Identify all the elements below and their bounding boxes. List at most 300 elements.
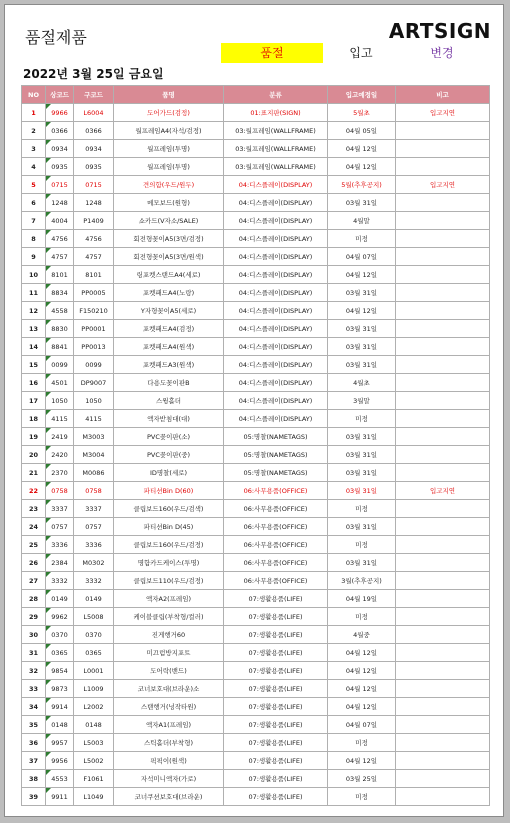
product-code-cell: 8834 (46, 284, 74, 302)
col-header-old-code: 구코드 (74, 86, 114, 104)
product-code-cell: 0370 (46, 626, 74, 644)
old-code-cell: PP0001 (74, 320, 114, 338)
table-row (22, 338, 490, 356)
product-code-cell: 4757 (46, 248, 74, 266)
old-code-cell: M3003 (74, 428, 114, 446)
product-name-cell: 액자A1(프레임) (114, 716, 224, 734)
category-cell: 03:월프레임(WALLFRAME) (224, 140, 328, 158)
product-code-cell: 3336 (46, 536, 74, 554)
table-row (22, 320, 490, 338)
category-cell: 04:디스플레이(DISPLAY) (224, 248, 328, 266)
product-code-cell: 9911 (46, 788, 74, 806)
product-code-cell: 4553 (46, 770, 74, 788)
category-cell: 01:표지판(SIGN) (224, 104, 328, 122)
product-code-cell: 0757 (46, 518, 74, 536)
eta-date-cell: 04월 12일 (328, 266, 396, 284)
product-name-cell: 파티션Bin D(45) (114, 518, 224, 536)
old-code-cell: 0365 (74, 644, 114, 662)
category-cell: 04:디스플레이(DISPLAY) (224, 320, 328, 338)
note-cell (396, 302, 490, 320)
row-number-cell: 16 (22, 374, 46, 392)
category-cell: 04:디스플레이(DISPLAY) (224, 302, 328, 320)
note-cell (396, 572, 490, 590)
product-code-cell: 9966 (46, 104, 74, 122)
old-code-cell: 0370 (74, 626, 114, 644)
category-cell: 07:생활용품(LIFE) (224, 716, 328, 734)
row-number-cell: 3 (22, 140, 46, 158)
product-code-cell: 1050 (46, 392, 74, 410)
row-number-cell: 13 (22, 320, 46, 338)
product-name-cell: 쇼카드(V자소/SALE) (114, 212, 224, 230)
row-number-cell: 21 (22, 464, 46, 482)
category-cell: 04:디스플레이(DISPLAY) (224, 410, 328, 428)
product-name-cell: 파티션Bin D(60) (114, 482, 224, 500)
table-row (22, 662, 490, 680)
product-code-cell: 0366 (46, 122, 74, 140)
old-code-cell: PP0005 (74, 284, 114, 302)
old-code-cell: 0934 (74, 140, 114, 158)
table-row (22, 518, 490, 536)
product-code-cell: 3332 (46, 572, 74, 590)
category-cell: 04:디스플레이(DISPLAY) (224, 374, 328, 392)
note-cell (396, 428, 490, 446)
row-number-cell: 7 (22, 212, 46, 230)
eta-date-cell: 04월 05일 (328, 122, 396, 140)
eta-date-cell: 4월중 (328, 626, 396, 644)
product-name-cell: 견의함(우드/원두) (114, 176, 224, 194)
table-row (22, 230, 490, 248)
product-code-cell: 4115 (46, 410, 74, 428)
product-code-cell: 4756 (46, 230, 74, 248)
note-cell (396, 770, 490, 788)
row-number-cell: 18 (22, 410, 46, 428)
table-row (22, 626, 490, 644)
old-code-cell: L5008 (74, 608, 114, 626)
row-number-cell: 8 (22, 230, 46, 248)
product-name-cell: 미끄럼방지포트 (114, 644, 224, 662)
table-row (22, 770, 490, 788)
product-code-cell: 8101 (46, 266, 74, 284)
note-cell (396, 356, 490, 374)
row-number-cell: 22 (22, 482, 46, 500)
note-cell (396, 392, 490, 410)
note-cell (396, 410, 490, 428)
note-cell (396, 788, 490, 806)
old-code-cell: L2002 (74, 698, 114, 716)
eta-date-cell: 미정 (328, 788, 396, 806)
note-cell (396, 698, 490, 716)
old-code-cell: L1009 (74, 680, 114, 698)
old-code-cell: L0001 (74, 662, 114, 680)
product-code-cell: 2420 (46, 446, 74, 464)
product-name-cell: 진게행거60 (114, 626, 224, 644)
table-row (22, 680, 490, 698)
old-code-cell: L5003 (74, 734, 114, 752)
product-code-cell: 2370 (46, 464, 74, 482)
category-cell: 04:디스플레이(DISPLAY) (224, 266, 328, 284)
product-name-cell: 코너쿠션보호대(브라운) (114, 788, 224, 806)
table-header-row (22, 86, 490, 104)
row-number-cell: 32 (22, 662, 46, 680)
category-cell: 06:사무용품(OFFICE) (224, 518, 328, 536)
category-cell: 07:생활용품(LIFE) (224, 590, 328, 608)
col-header-no: NO (22, 86, 46, 104)
product-name-cell: 도어락(밴드) (114, 662, 224, 680)
product-code-cell: 0935 (46, 158, 74, 176)
tab-changes[interactable]: 변경 (430, 46, 454, 60)
old-code-cell: 0757 (74, 518, 114, 536)
note-cell (396, 248, 490, 266)
table-row (22, 266, 490, 284)
table-row (22, 104, 490, 122)
note-cell (396, 140, 490, 158)
category-cell: 04:디스플레이(DISPLAY) (224, 176, 328, 194)
category-cell: 06:사무용품(OFFICE) (224, 572, 328, 590)
row-number-cell: 14 (22, 338, 46, 356)
product-code-cell: 0149 (46, 590, 74, 608)
category-cell: 07:생활용품(LIFE) (224, 788, 328, 806)
table-row (22, 554, 490, 572)
category-cell: 06:사무용품(OFFICE) (224, 536, 328, 554)
eta-date-cell: 03월 31일 (328, 554, 396, 572)
table-row (22, 284, 490, 302)
table-row (22, 194, 490, 212)
table-row (22, 536, 490, 554)
eta-date-cell: 03월 31일 (328, 338, 396, 356)
table-row (22, 140, 490, 158)
eta-date-cell: 5월(추후공지) (328, 176, 396, 194)
product-code-cell: 0934 (46, 140, 74, 158)
old-code-cell: DP9007 (74, 374, 114, 392)
row-number-cell: 26 (22, 554, 46, 572)
row-number-cell: 4 (22, 158, 46, 176)
soldout-table (21, 85, 490, 806)
table-row (22, 446, 490, 464)
eta-date-cell: 4월초 (328, 374, 396, 392)
eta-date-cell: 미정 (328, 536, 396, 554)
category-cell: 04:디스플레이(DISPLAY) (224, 338, 328, 356)
note-cell (396, 662, 490, 680)
eta-date-cell: 3월(추후공지) (328, 572, 396, 590)
eta-date-cell: 04월 12일 (328, 680, 396, 698)
table-row (22, 590, 490, 608)
row-number-cell: 6 (22, 194, 46, 212)
row-number-cell: 1 (22, 104, 46, 122)
old-code-cell: M0086 (74, 464, 114, 482)
category-cell: 04:디스플레이(DISPLAY) (224, 392, 328, 410)
note-cell (396, 266, 490, 284)
table-row (22, 392, 490, 410)
old-code-cell: 4757 (74, 248, 114, 266)
old-code-cell: M0302 (74, 554, 114, 572)
product-code-cell: 0715 (46, 176, 74, 194)
old-code-cell: F150210 (74, 302, 114, 320)
old-code-cell: 1050 (74, 392, 114, 410)
product-name-cell: Y자형꽂이A5(세로) (114, 302, 224, 320)
product-name-cell: 케이블클립(부착형/컬러) (114, 608, 224, 626)
category-cell: 05:명찰(NAMETAGS) (224, 428, 328, 446)
row-number-cell: 31 (22, 644, 46, 662)
eta-date-cell: 04월 12일 (328, 140, 396, 158)
note-cell (396, 446, 490, 464)
note-cell (396, 374, 490, 392)
old-code-cell: 8101 (74, 266, 114, 284)
product-code-cell: 0758 (46, 482, 74, 500)
table-row (22, 464, 490, 482)
product-name-cell: 포켓패드A4(원색) (114, 338, 224, 356)
note-cell (396, 500, 490, 518)
table-row (22, 374, 490, 392)
old-code-cell: 0148 (74, 716, 114, 734)
category-cell: 07:생활용품(LIFE) (224, 608, 328, 626)
eta-date-cell: 04월 12일 (328, 698, 396, 716)
product-name-cell: 메모보드(원형) (114, 194, 224, 212)
note-cell (396, 338, 490, 356)
table-row (22, 176, 490, 194)
note-cell: 입고지연 (396, 176, 490, 194)
eta-date-cell: 04월 12일 (328, 158, 396, 176)
eta-date-cell: 03월 25일 (328, 770, 396, 788)
eta-date-cell: 03월 31일 (328, 518, 396, 536)
product-name-cell: ID명찰(세로) (114, 464, 224, 482)
product-name-cell: 픽픽이(원색) (114, 752, 224, 770)
note-cell (396, 590, 490, 608)
product-code-cell: 0099 (46, 356, 74, 374)
tab-restock[interactable]: 입고 (349, 46, 373, 60)
note-cell (396, 212, 490, 230)
note-cell (396, 680, 490, 698)
col-header-eta: 입고예정일 (328, 86, 396, 104)
row-number-cell: 27 (22, 572, 46, 590)
product-name-cell: PVC꽂이판(중) (114, 446, 224, 464)
row-number-cell: 15 (22, 356, 46, 374)
row-number-cell: 19 (22, 428, 46, 446)
category-cell: 04:디스플레이(DISPLAY) (224, 194, 328, 212)
row-number-cell: 23 (22, 500, 46, 518)
category-cell: 07:생활용품(LIFE) (224, 626, 328, 644)
table-row (22, 410, 490, 428)
eta-date-cell: 04월 12일 (328, 644, 396, 662)
old-code-cell: 3332 (74, 572, 114, 590)
row-number-cell: 34 (22, 698, 46, 716)
eta-date-cell: 03월 31일 (328, 428, 396, 446)
product-name-cell: 명함카드케이스(투명) (114, 554, 224, 572)
table-row (22, 644, 490, 662)
row-number-cell: 36 (22, 734, 46, 752)
product-code-cell: 2419 (46, 428, 74, 446)
row-number-cell: 39 (22, 788, 46, 806)
table-row (22, 212, 490, 230)
eta-date-cell: 미정 (328, 230, 396, 248)
category-cell: 04:디스플레이(DISPLAY) (224, 356, 328, 374)
category-cell: 07:생활용품(LIFE) (224, 644, 328, 662)
category-cell: 05:명찰(NAMETAGS) (224, 464, 328, 482)
product-code-cell: 4004 (46, 212, 74, 230)
product-name-cell: 액자A2(프레임) (114, 590, 224, 608)
eta-date-cell: 04월 07일 (328, 716, 396, 734)
product-code-cell: 9854 (46, 662, 74, 680)
product-code-cell: 1248 (46, 194, 74, 212)
eta-date-cell: 04월 12일 (328, 662, 396, 680)
table-row (22, 734, 490, 752)
product-name-cell: PVC꽂이판(소) (114, 428, 224, 446)
eta-date-cell: 04월 07일 (328, 248, 396, 266)
eta-date-cell: 4월말 (328, 212, 396, 230)
row-number-cell: 28 (22, 590, 46, 608)
col-header-name: 품명 (114, 86, 224, 104)
product-name-cell: 클립보드110(우드/검정) (114, 572, 224, 590)
row-number-cell: 20 (22, 446, 46, 464)
row-number-cell: 38 (22, 770, 46, 788)
eta-date-cell: 미정 (328, 410, 396, 428)
product-name-cell: 스탠행거(넝작타원) (114, 698, 224, 716)
table-row (22, 752, 490, 770)
category-cell: 06:사무용품(OFFICE) (224, 554, 328, 572)
report-date: 2022년 3월 25일 금요일 (23, 67, 164, 81)
note-cell: 입고지연 (396, 104, 490, 122)
table-row (22, 572, 490, 590)
eta-date-cell: 03월 31일 (328, 284, 396, 302)
eta-date-cell: 03월 31일 (328, 482, 396, 500)
row-number-cell: 2 (22, 122, 46, 140)
product-code-cell: 2384 (46, 554, 74, 572)
product-name-cell: 스틱홀더(부착형) (114, 734, 224, 752)
table-row (22, 428, 490, 446)
old-code-cell: PP0013 (74, 338, 114, 356)
product-code-cell: 9873 (46, 680, 74, 698)
tab-soldout[interactable]: 품절 (221, 43, 323, 63)
product-name-cell: 액자받침대(대) (114, 410, 224, 428)
product-code-cell: 8830 (46, 320, 74, 338)
row-number-cell: 11 (22, 284, 46, 302)
product-name-cell: 포켓패드A3(원색) (114, 356, 224, 374)
category-cell: 03:월프레임(WALLFRAME) (224, 122, 328, 140)
table-row (22, 122, 490, 140)
product-name-cell: 회전형꽂이A5(3면/검정) (114, 230, 224, 248)
old-code-cell: P1409 (74, 212, 114, 230)
category-cell: 07:생활용품(LIFE) (224, 698, 328, 716)
product-name-cell: 코너보호대(브라운)소 (114, 680, 224, 698)
eta-date-cell: 3월말 (328, 392, 396, 410)
eta-date-cell: 03월 31일 (328, 194, 396, 212)
category-cell: 07:생활용품(LIFE) (224, 680, 328, 698)
product-name-cell: 월프레임(투명) (114, 158, 224, 176)
table-row (22, 356, 490, 374)
product-code-cell: 9962 (46, 608, 74, 626)
row-number-cell: 17 (22, 392, 46, 410)
row-number-cell: 30 (22, 626, 46, 644)
eta-date-cell: 04월 12일 (328, 302, 396, 320)
row-number-cell: 12 (22, 302, 46, 320)
product-code-cell: 3337 (46, 500, 74, 518)
table-row (22, 482, 490, 500)
eta-date-cell: 03월 31일 (328, 464, 396, 482)
category-cell: 07:생활용품(LIFE) (224, 770, 328, 788)
old-code-cell: M3004 (74, 446, 114, 464)
old-code-cell: 3337 (74, 500, 114, 518)
note-cell (396, 752, 490, 770)
note-cell (396, 320, 490, 338)
page-title: 품절제품 (25, 28, 87, 47)
old-code-cell: 0935 (74, 158, 114, 176)
row-number-cell: 24 (22, 518, 46, 536)
row-number-cell: 25 (22, 536, 46, 554)
product-code-cell: 4501 (46, 374, 74, 392)
note-cell (396, 734, 490, 752)
category-cell: 05:명찰(NAMETAGS) (224, 446, 328, 464)
table-row (22, 248, 490, 266)
category-cell: 07:생활용품(LIFE) (224, 734, 328, 752)
old-code-cell: L6004 (74, 104, 114, 122)
old-code-cell: 0366 (74, 122, 114, 140)
category-cell: 07:생활용품(LIFE) (224, 752, 328, 770)
product-code-cell: 0365 (46, 644, 74, 662)
row-number-cell: 37 (22, 752, 46, 770)
old-code-cell: F1061 (74, 770, 114, 788)
note-cell (396, 194, 490, 212)
product-code-cell: 9957 (46, 734, 74, 752)
document-page (4, 4, 504, 817)
old-code-cell: 0149 (74, 590, 114, 608)
eta-date-cell: 03월 31일 (328, 320, 396, 338)
product-name-cell: 스윙홀더 (114, 392, 224, 410)
table-row (22, 302, 490, 320)
note-cell (396, 230, 490, 248)
product-name-cell: 클립보드160(우드/검정) (114, 536, 224, 554)
eta-date-cell: 03월 31일 (328, 446, 396, 464)
table-row (22, 500, 490, 518)
note-cell (396, 122, 490, 140)
note-cell (396, 536, 490, 554)
table-row (22, 158, 490, 176)
row-number-cell: 29 (22, 608, 46, 626)
product-code-cell: 9914 (46, 698, 74, 716)
table-row (22, 788, 490, 806)
note-cell (396, 608, 490, 626)
category-cell: 06:사무용품(OFFICE) (224, 500, 328, 518)
eta-date-cell: 04월 12일 (328, 752, 396, 770)
product-name-cell: 월프레임A4(자석/검정) (114, 122, 224, 140)
product-code-cell: 8841 (46, 338, 74, 356)
brand-logo: ARTSIGN (388, 19, 491, 43)
note-cell (396, 158, 490, 176)
category-cell: 04:디스플레이(DISPLAY) (224, 284, 328, 302)
old-code-cell: 4756 (74, 230, 114, 248)
product-name-cell: 도어가드(검정) (114, 104, 224, 122)
eta-date-cell: 04월 19일 (328, 590, 396, 608)
product-name-cell: 월프레임(투명) (114, 140, 224, 158)
row-number-cell: 35 (22, 716, 46, 734)
eta-date-cell: 미정 (328, 500, 396, 518)
category-cell: 04:디스플레이(DISPLAY) (224, 230, 328, 248)
note-cell (396, 554, 490, 572)
eta-date-cell: 03월 31일 (328, 356, 396, 374)
product-name-cell: 포켓패드A4(노랑) (114, 284, 224, 302)
product-code-cell: 0148 (46, 716, 74, 734)
product-name-cell: 자석미니액자(가로) (114, 770, 224, 788)
table-row (22, 608, 490, 626)
note-cell (396, 716, 490, 734)
old-code-cell: 0099 (74, 356, 114, 374)
note-cell (396, 284, 490, 302)
category-cell: 07:생활용품(LIFE) (224, 662, 328, 680)
category-cell: 04:디스플레이(DISPLAY) (224, 212, 328, 230)
col-header-category: 분류 (224, 86, 328, 104)
row-number-cell: 33 (22, 680, 46, 698)
old-code-cell: 0715 (74, 176, 114, 194)
table-row (22, 716, 490, 734)
old-code-cell: L5002 (74, 752, 114, 770)
